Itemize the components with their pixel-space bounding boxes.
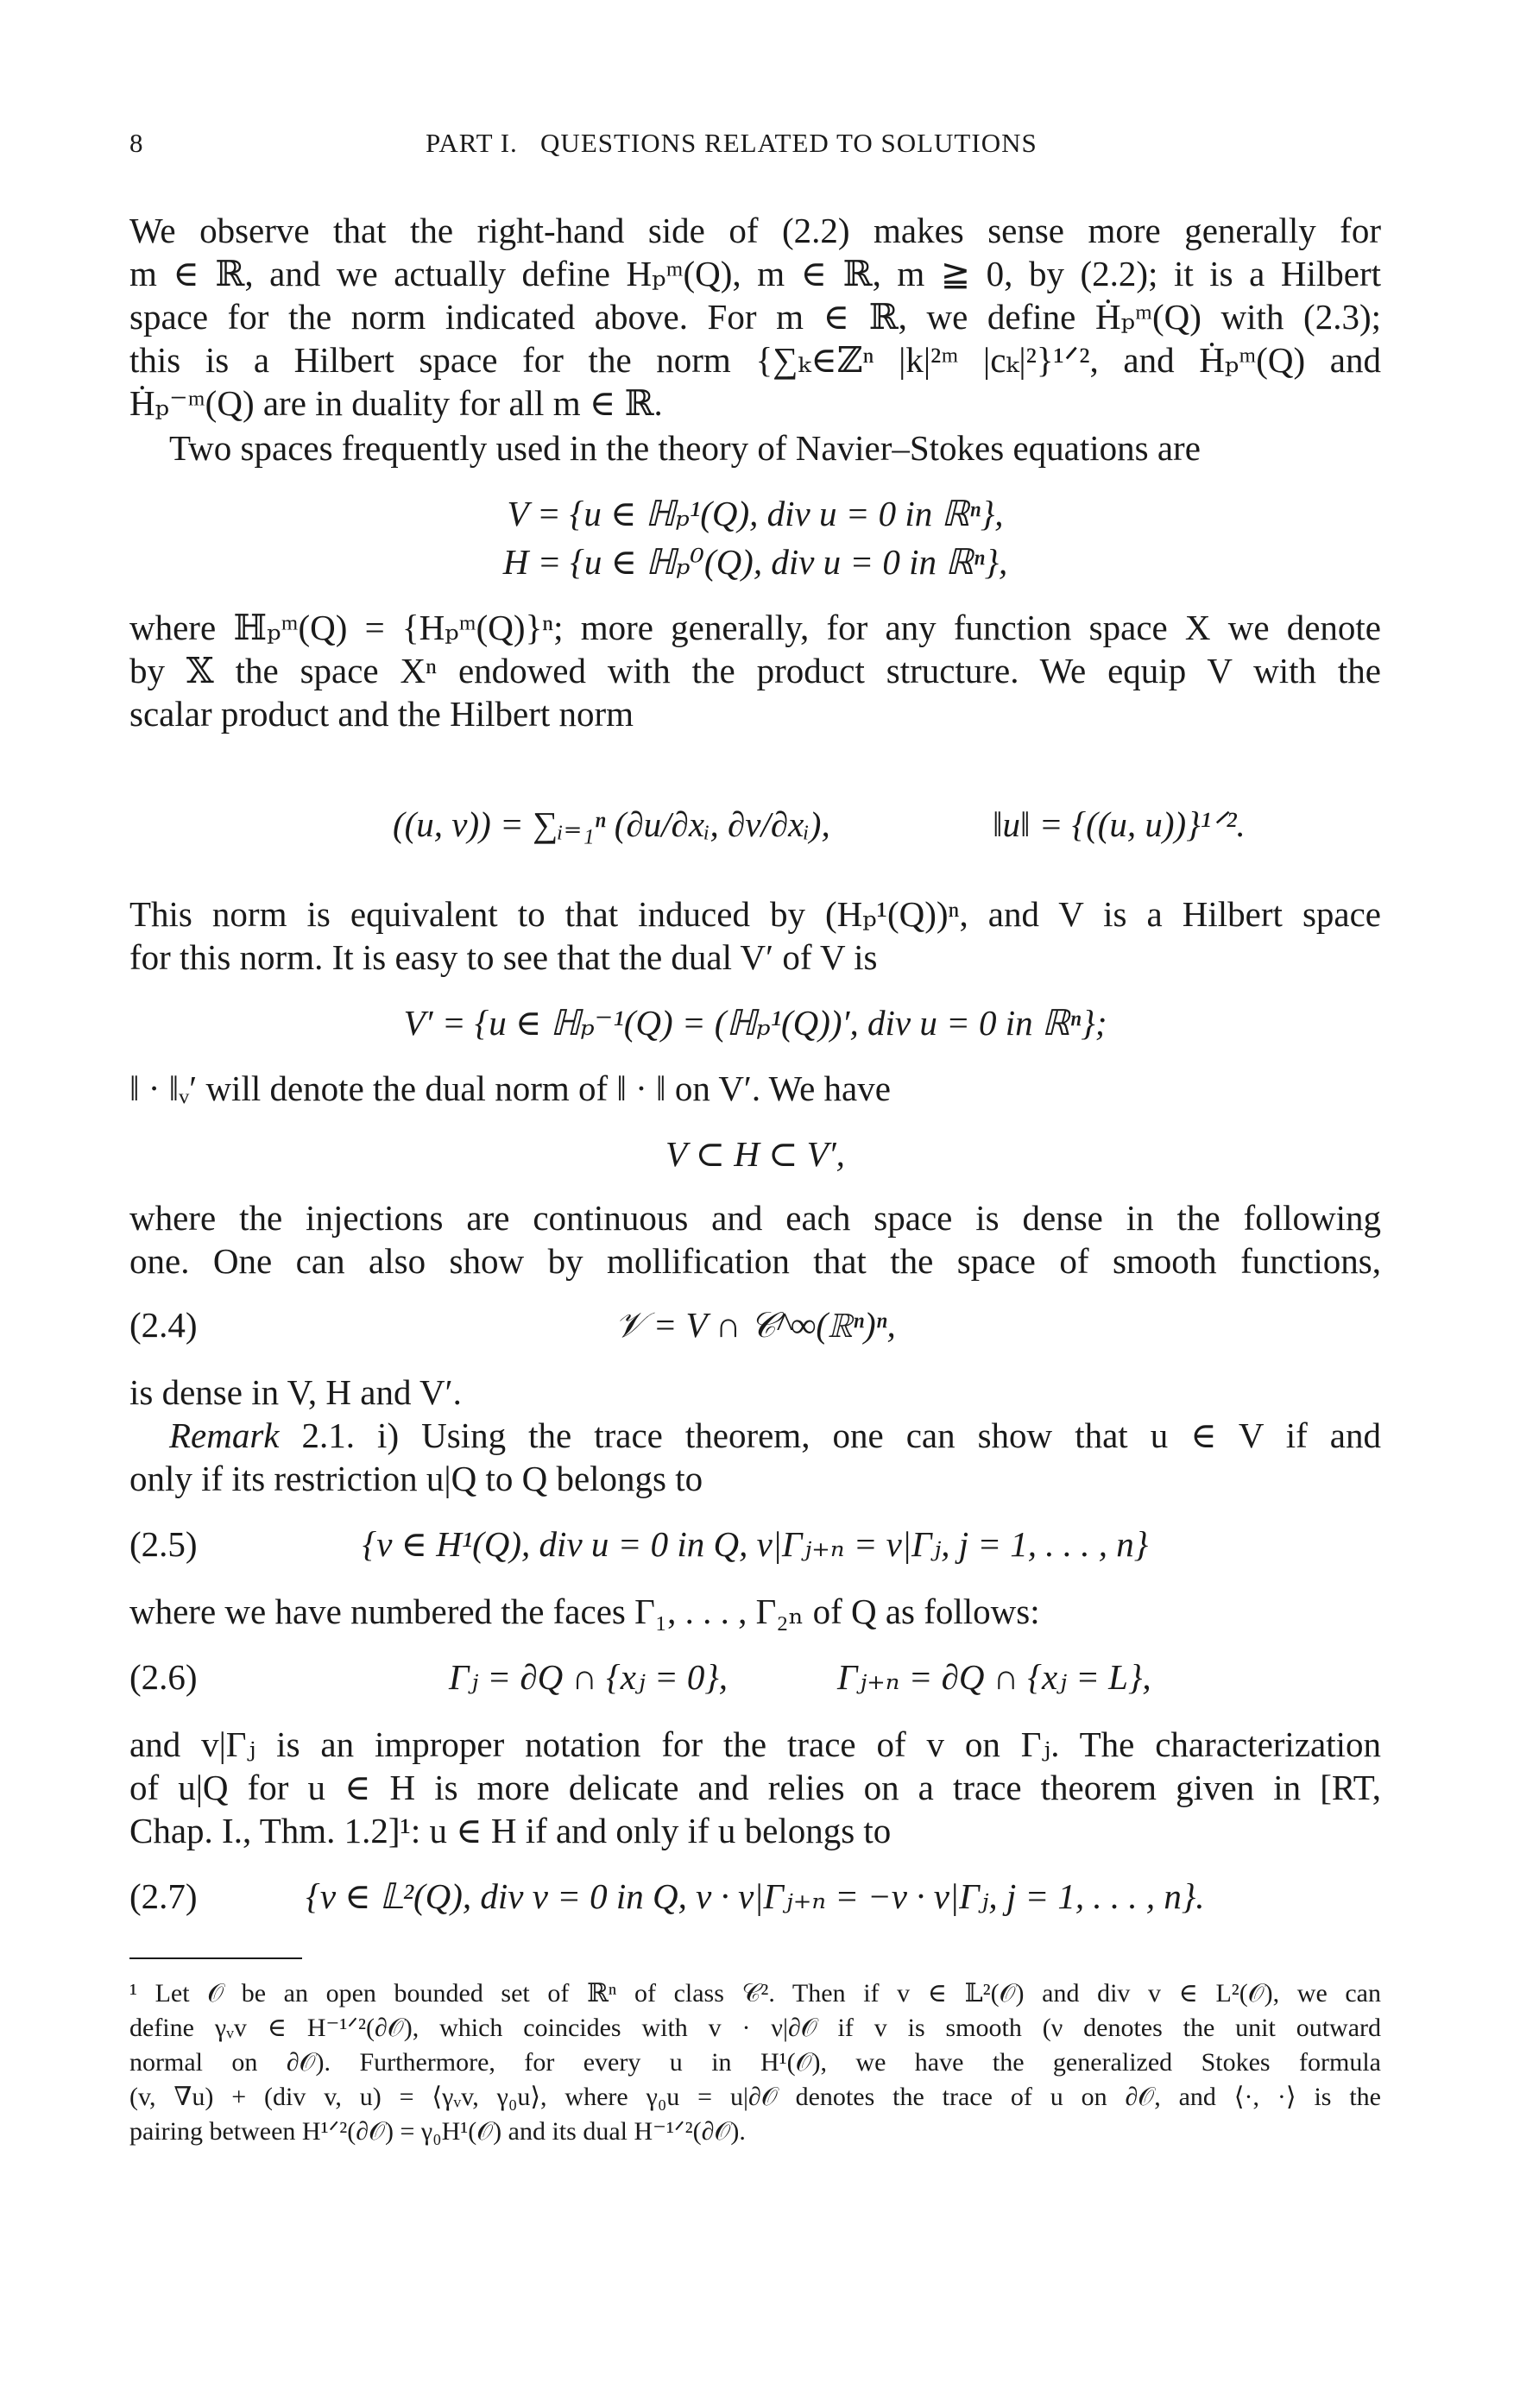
footnote-line-3: normal on ∂𝒪). Furthermore, for every u in H¹(𝒪), we have the generalized Stokes formula <box>129 2048 1381 2077</box>
footnote-line-2: define γᵥv ∈ H⁻¹ᐟ²(∂𝒪), which coincides with v · ν|∂𝒪 if v is smooth (ν denotes the unit outward <box>129 2014 1381 2042</box>
paragraph-9-line-2: of u|Q for u ∈ H is more delicate and relies on a trace theorem given in [RT, <box>129 1768 1381 1807</box>
equation-scalar-product: ((u, v)) = ∑ᵢ₌₁ⁿ (∂u/∂xᵢ, ∂v/∂xᵢ), <box>393 804 830 844</box>
remark-line-1 <box>129 1414 1381 1457</box>
paragraph-6-line-2: one. One can also show by mollification that the space of smooth functions, <box>129 1241 1381 1281</box>
equation-inclusion: V ⊂ H ⊂ V′, <box>665 1134 845 1174</box>
footnote-rule <box>129 1957 302 1959</box>
equation-hilbert-norm: ‖u‖ = {((u, u))}¹ᐟ². <box>993 804 1246 844</box>
equation-2-5-number: (2.5) <box>129 1524 198 1564</box>
page-number: 8 <box>129 128 144 158</box>
paragraph-8-line-1: where we have numbered the faces Γ₁, . . . , Γ₂ₙ of Q as follows: <box>129 1592 1040 1631</box>
paragraph-6-line-1: where the injections are continuous and each space is dense in the following <box>129 1198 1381 1238</box>
paragraph-1-line-3: space for the norm indicated above. For m ∈ ℝ, we define Ḣₚᵐ(Q) with (2.3); <box>129 297 1381 337</box>
equation-2-5: {v ∈ H¹(Q), div u = 0 in Q, v|Γⱼ₊ₙ = v|Γⱼ, j = 1, . . . , n} <box>362 1524 1149 1564</box>
remark-line-1-text: 2.1. i) Using the trace theorem, one can show that u ∈ V if and <box>279 1415 1381 1455</box>
paragraph-7-line-1: is dense in V, H and V′. <box>129 1372 462 1412</box>
equation-2-6-number: (2.6) <box>129 1657 198 1697</box>
paragraph-1-line-2: m ∈ ℝ, and we actually define Hₚᵐ(Q), m ∈ ℝ, m ≧ 0, by (2.2); it is a Hilbert <box>129 254 1381 293</box>
footnote-line-1: ¹ Let 𝒪 be an open bounded set of ℝⁿ of class 𝒞². Then if v ∈ 𝕃²(𝒪) and div v ∈ L²(𝒪), we can <box>129 1979 1381 2008</box>
paragraph-2-line-1: Two spaces frequently used in the theory of Navier–Stokes equations are <box>169 428 1201 468</box>
footnote-line-4: (v, ∇u) + (div v, u) = ⟨γᵥv, γ₀u⟩, where γ₀u = u|∂𝒪 denotes the trace of u on ∂𝒪, and ⟨·, ·⟩ is the <box>129 2083 1381 2111</box>
paragraph-4-line-2: for this norm. It is easy to see that the dual V′ of V is <box>129 937 878 977</box>
remark-line-2: only if its restriction u|Q to Q belongs to <box>129 1459 703 1498</box>
paragraph-3-line-3: scalar product and the Hilbert norm <box>129 694 634 734</box>
equation-2-7-number: (2.7) <box>129 1876 198 1916</box>
paragraph-3-line-2: by 𝕏 the space Xⁿ endowed with the product structure. We equip V with the <box>129 651 1381 690</box>
running-title: PART I. QUESTIONS RELATED TO SOLUTIONS <box>426 128 1038 158</box>
paragraph-1-line-4: this is a Hilbert space for the norm {∑ₖ∈ℤⁿ |k|²ᵐ |cₖ|²}¹ᐟ², and Ḣₚᵐ(Q) and <box>129 340 1381 380</box>
paragraph-9-line-1: and v|Γⱼ is an improper notation for the trace of v on Γⱼ. The characterization <box>129 1724 1381 1764</box>
paragraph-1-line-5: Ḣₚ⁻ᵐ(Q) are in duality for all m ∈ ℝ. <box>129 383 663 423</box>
equation-2-6-a: Γⱼ = ∂Q ∩ {xⱼ = 0}, <box>449 1657 728 1697</box>
footnote-line-5: pairing between H¹ᐟ²(∂𝒪) = γ₀H¹(𝒪) and its dual H⁻¹ᐟ²(∂𝒪). <box>129 2117 746 2146</box>
equation-V-dual: V′ = {u ∈ ℍₚ⁻¹(Q) = (ℍₚ¹(Q))′, div u = 0 in ℝⁿ}; <box>403 1003 1107 1043</box>
paragraph-1-line-1: We observe that the right-hand side of (2.2) makes sense more generally for <box>129 211 1381 250</box>
equation-2-4: 𝒱 = V ∩ 𝒞^∞(ℝⁿ)ⁿ, <box>615 1305 896 1345</box>
remark-label: Remark <box>169 1415 280 1455</box>
equation-H: H = {u ∈ ℍₚ⁰(Q), div u = 0 in ℝⁿ}, <box>502 542 1008 582</box>
paragraph-9-line-3: Chap. I., Thm. 1.2]¹: u ∈ H if and only if u belongs to <box>129 1811 892 1850</box>
equation-2-7: {v ∈ 𝕃²(Q), div v = 0 in Q, v · ν|Γⱼ₊ₙ = −v · ν|Γⱼ, j = 1, . . . , n}. <box>306 1876 1205 1916</box>
equation-2-4-number: (2.4) <box>129 1305 198 1345</box>
equation-2-6-b: Γⱼ₊ₙ = ∂Q ∩ {xⱼ = L}, <box>837 1657 1151 1697</box>
paragraph-4-line-1: This norm is equivalent to that induced by (Hₚ¹(Q))ⁿ, and V is a Hilbert space <box>129 894 1381 934</box>
paragraph-5-line-1: ‖ · ‖ᵥ′ will denote the dual norm of ‖ · ‖ on V′. We have <box>129 1068 891 1108</box>
equation-V: V = {u ∈ ℍₚ¹(Q), div u = 0 in ℝⁿ}, <box>507 494 1004 533</box>
paragraph-3-line-1: where ℍₚᵐ(Q) = {Hₚᵐ(Q)}ⁿ; more generally, for any function space X we denote <box>129 608 1381 647</box>
